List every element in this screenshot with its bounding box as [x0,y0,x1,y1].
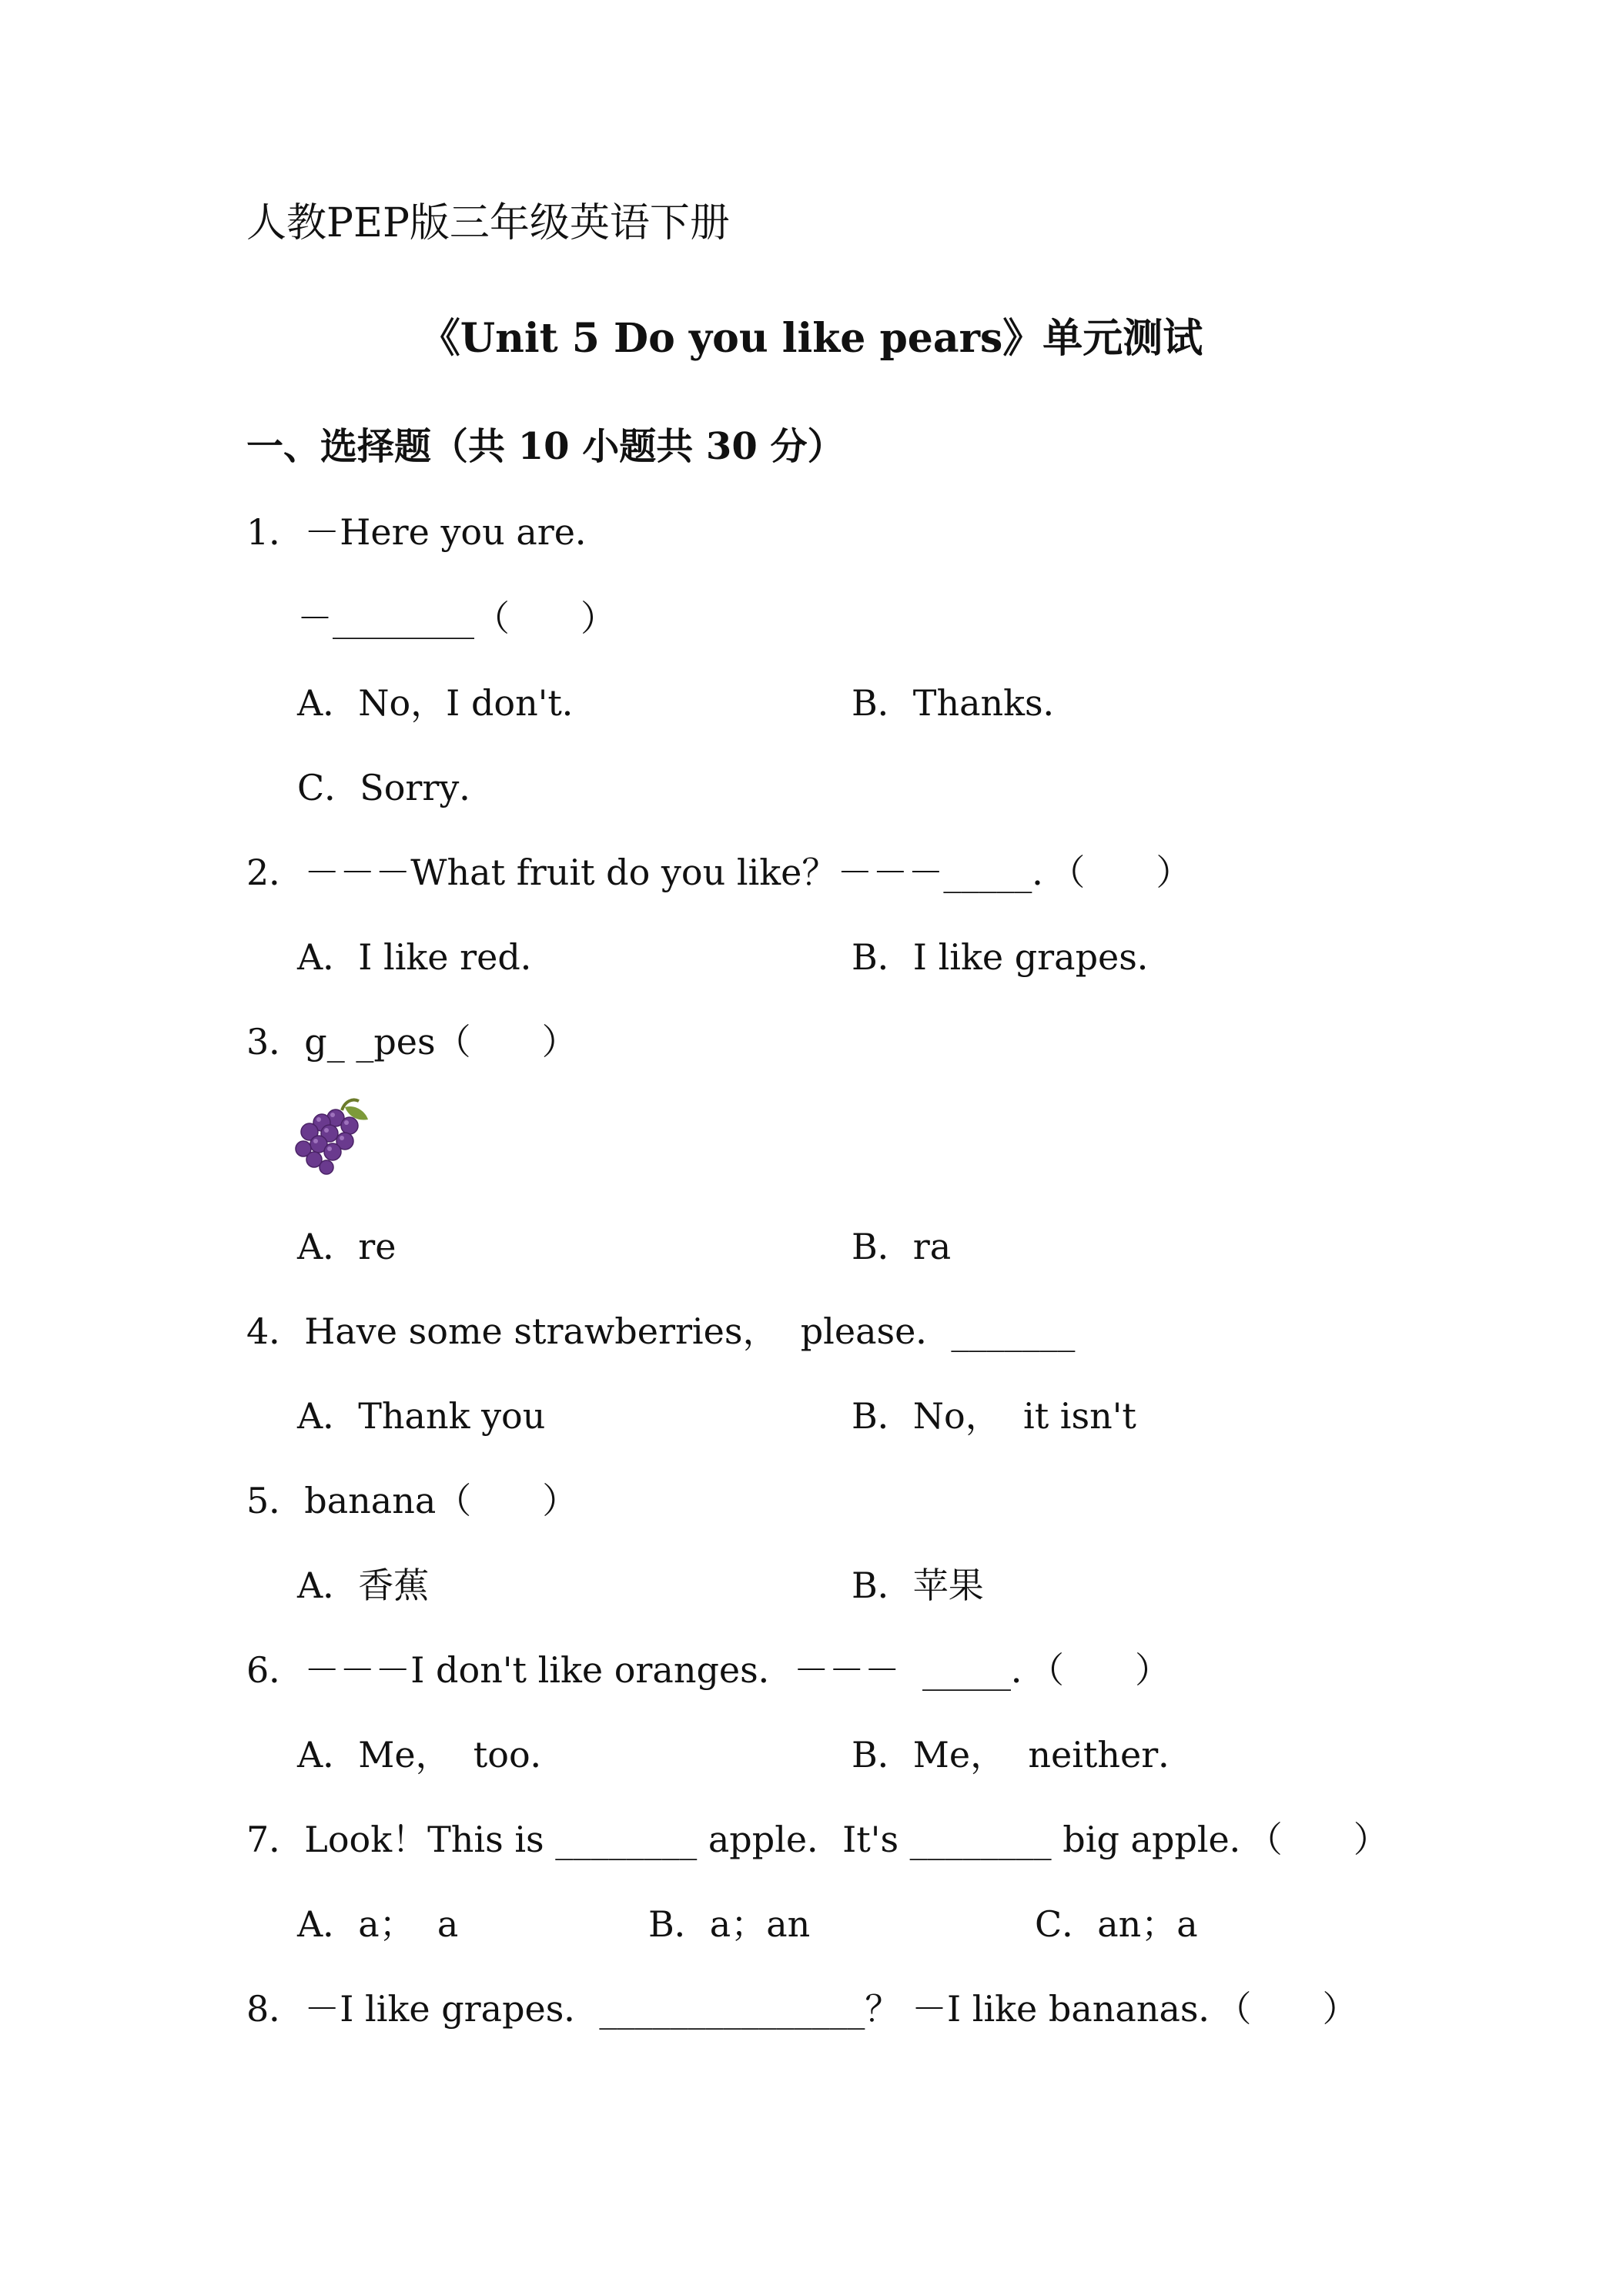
question-5-stem: 5．banana（ ） [246,1480,578,1521]
question-5-option-a: A．香蕉 [297,1565,430,1606]
question-3-option-b: B．ra [852,1226,952,1267]
question-7-option-a: A．a； a [297,1903,459,1945]
question-4-stem: 4．Have some strawberries， please．_______ [246,1310,1076,1352]
question-6-stem: 6．－－－I don't like oranges．－－－ _____．（ ） [246,1649,1170,1691]
section-heading: 一、选择题（共 10 小题共 30 分） [246,425,845,468]
question-2-option-a: A．I like red． [297,936,556,978]
question-1-answer-blank: －________（ ） [297,597,616,639]
question-1-option-c: C．Sorry． [297,767,495,808]
question-2-option-b: B．I like grapes． [852,936,1173,978]
question-3-stem: 3．g_ _pes（ ） [246,1021,577,1063]
series-title: 人教PEP版三年级英语下册 [246,200,730,246]
question-4-option-a: A．Thank you [297,1395,546,1437]
question-5-option-b: B．苹果 [852,1565,984,1606]
question-1-option-b: B．Thanks． [852,682,1079,724]
question-8-stem: 8．－I like grapes．_______________？ －I like bananas．（ ） [246,1988,1358,2030]
question-7-stem: 7．Look！This is ________ apple．It's ________ big apple．（ ） [246,1819,1389,1860]
question-7-option-c: C．an；a [1035,1903,1198,1945]
question-1-option-a: A．No，I don't． [297,682,597,724]
question-2-stem: 2．－－－What fruit do you like？－－－_____．（ ） [246,852,1192,893]
grapes-image [288,1093,374,1180]
question-7-option-b: B．a；an [648,1903,811,1945]
test-title: 《Unit 5 Do you like pears》单元测试 [420,315,1203,362]
question-3-option-a: A．re [297,1226,397,1267]
question-4-option-b: B．No， it isn't [852,1395,1136,1437]
question-1-stem: 1．－Here you are． [246,511,611,553]
question-6-option-b: B．Me， neither． [852,1734,1194,1776]
question-6-option-a: A．Me， too． [297,1734,566,1776]
